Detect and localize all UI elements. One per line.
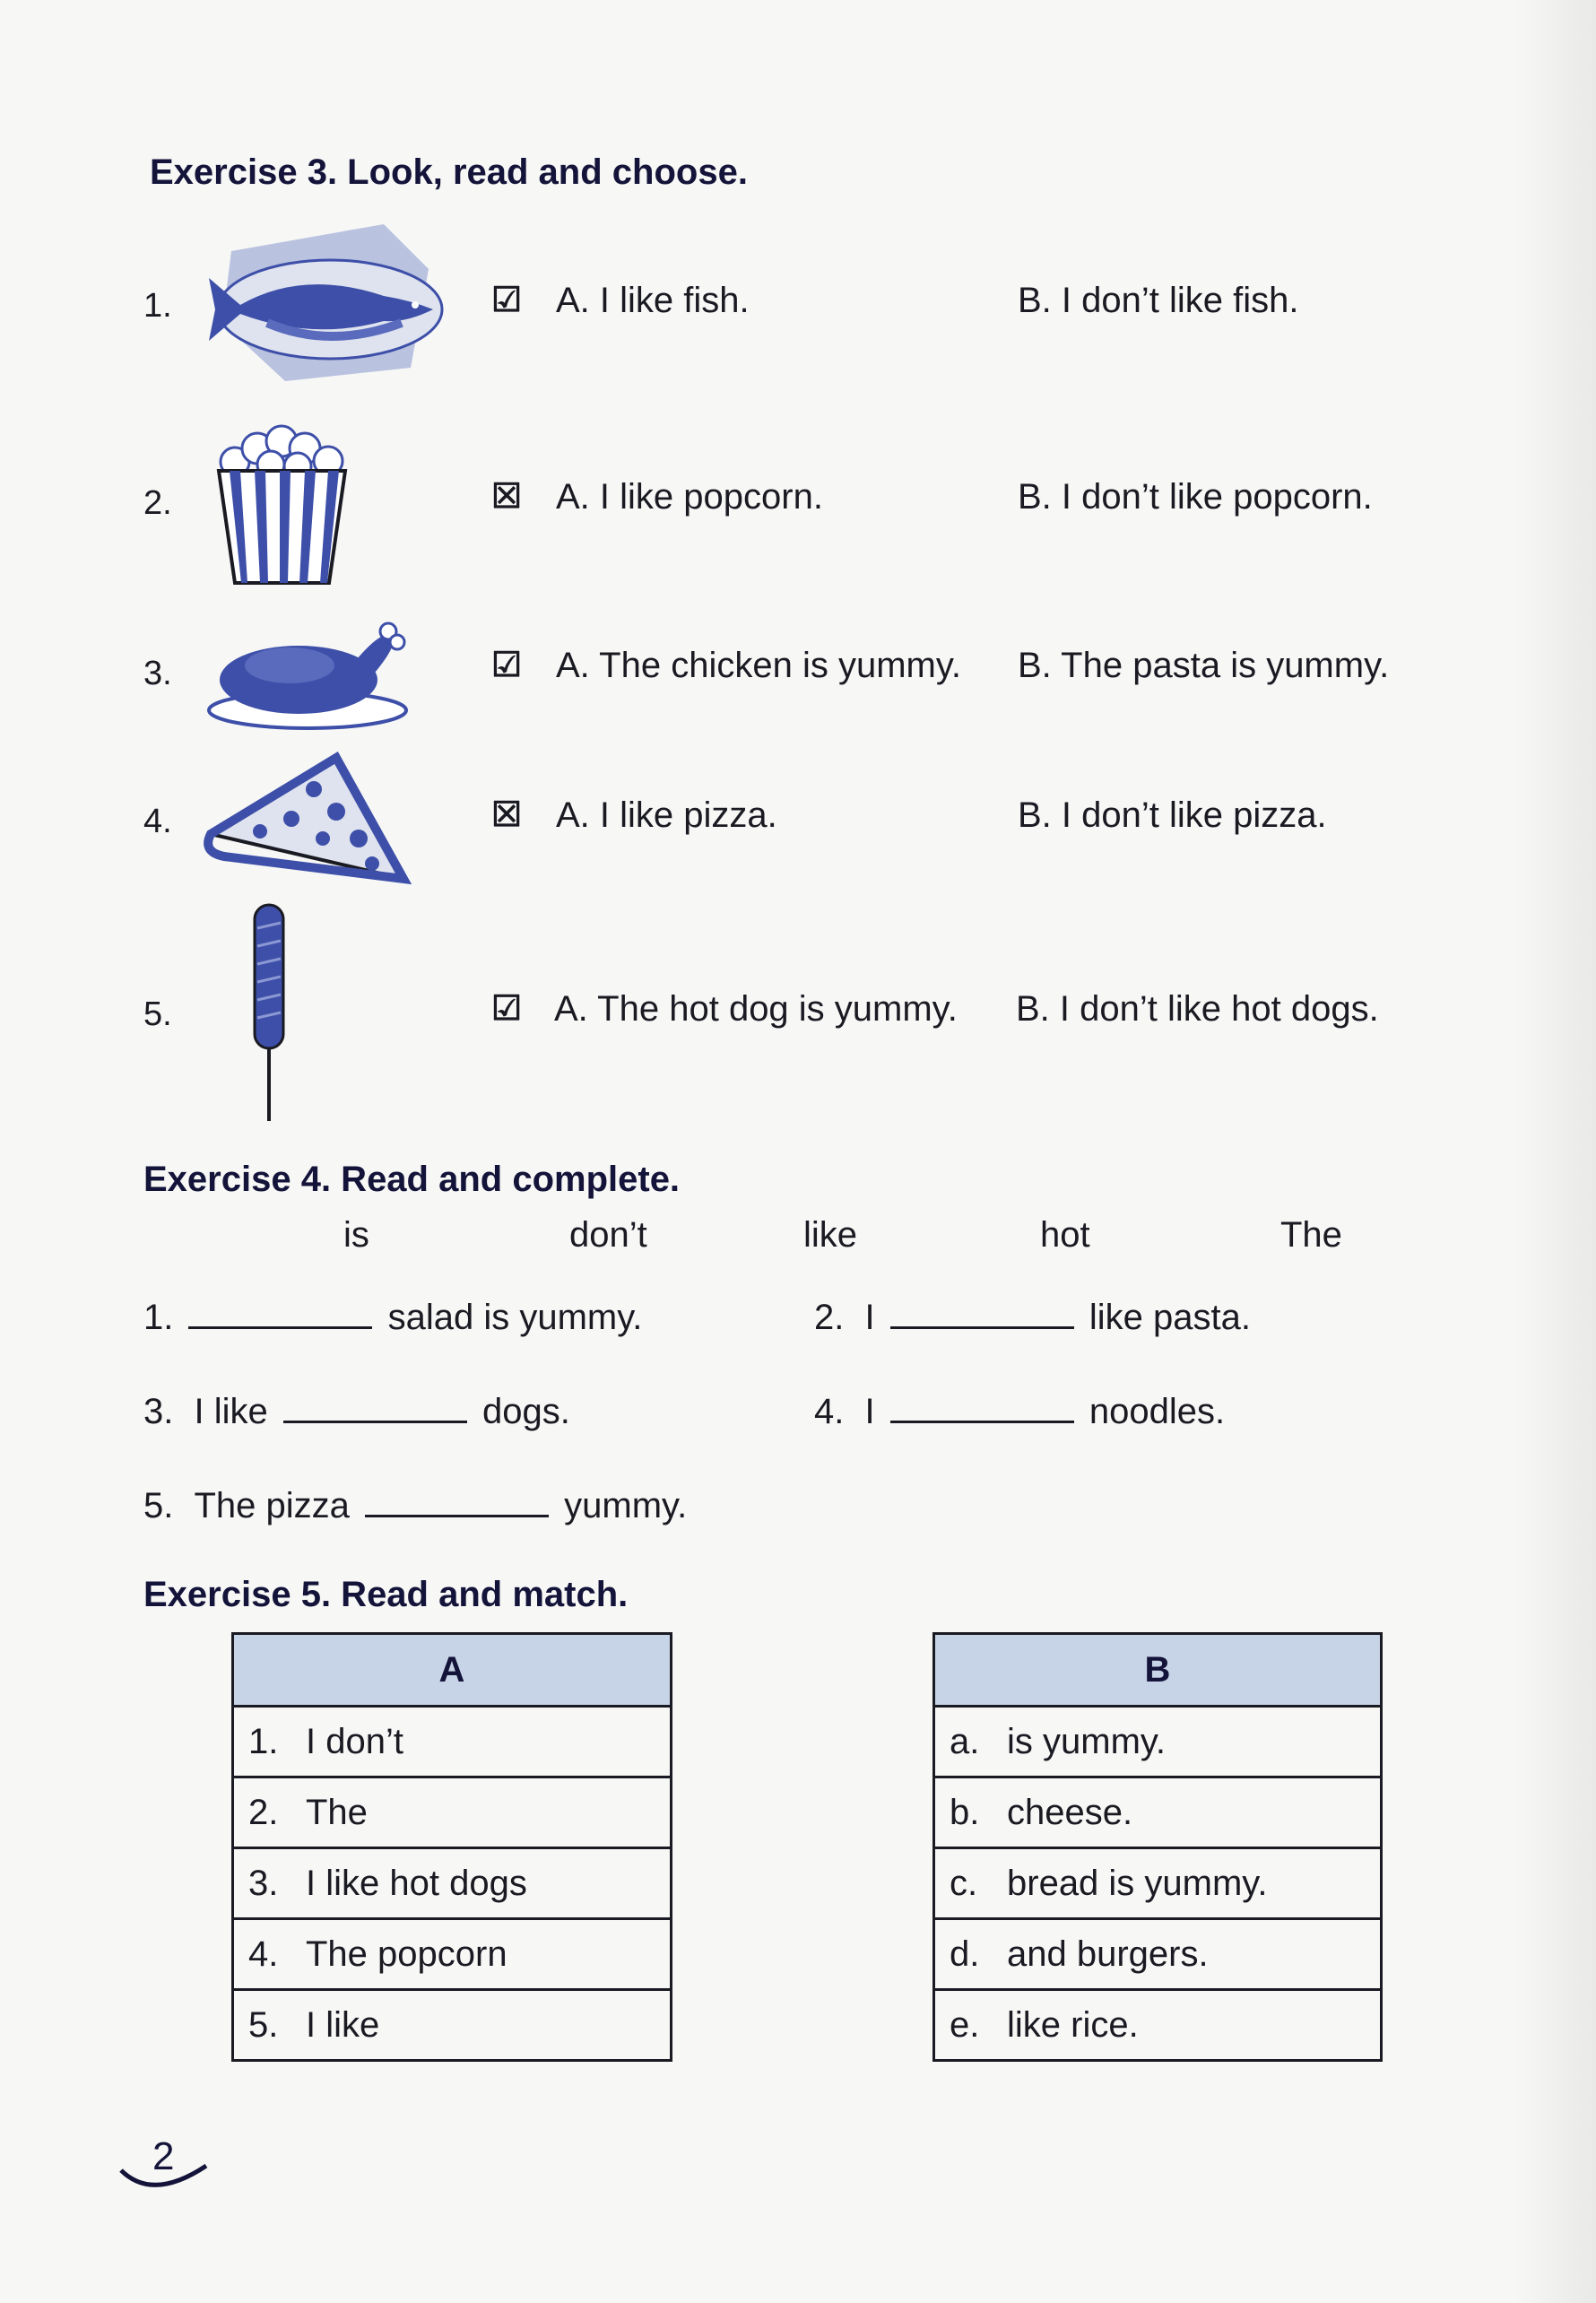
word-bank-item: hot: [1040, 1215, 1090, 1255]
ex3-item-number: 2.: [143, 484, 172, 522]
sentence-number: 1.: [143, 1298, 174, 1337]
row-text: I like: [306, 2004, 380, 2045]
sentence-2: [814, 1298, 1251, 1338]
option-a: A. The hot dog is yummy.: [554, 989, 958, 1029]
option-b: B. The pasta is yummy.: [1018, 646, 1390, 685]
column-b-header: B: [934, 1634, 1382, 1707]
column-a-header: A: [233, 1634, 672, 1707]
ex3-item-number: 5.: [143, 995, 172, 1033]
sentence-3: [143, 1392, 570, 1432]
table-row[interactable]: [934, 1707, 1382, 1777]
sentence-after: like pasta.: [1089, 1298, 1251, 1337]
row-text: like rice.: [1007, 2004, 1139, 2045]
sentence-number: 3.: [143, 1392, 174, 1431]
sentence-number: 4.: [814, 1392, 845, 1431]
row-letter: e.: [950, 2004, 980, 2045]
option-a: A. I like fish.: [556, 281, 750, 320]
answer-blank[interactable]: [365, 1488, 549, 1517]
answer-blank[interactable]: [188, 1299, 372, 1329]
popcorn-icon: [208, 421, 356, 587]
answer-checkbox[interactable]: ☑: [491, 282, 523, 319]
hotdog-icon: [242, 901, 296, 1125]
answer-checkbox[interactable]: ☒: [491, 796, 523, 834]
option-b: B. I don’t like popcorn.: [1018, 477, 1373, 517]
option-a: A. I like pizza.: [556, 795, 777, 835]
table-row[interactable]: [233, 1707, 672, 1777]
match-column-a: [231, 1632, 672, 2062]
sentence-before: I: [864, 1298, 875, 1337]
row-number: 2.: [248, 1792, 279, 1832]
match-column-b: [932, 1632, 1383, 2062]
option-b: B. I don’t like fish.: [1018, 281, 1299, 320]
chicken-icon: [204, 610, 411, 731]
row-text: bread is yummy.: [1007, 1863, 1268, 1903]
page-number-swoosh-icon: [117, 2152, 215, 2197]
row-letter: b.: [950, 1792, 980, 1832]
row-text: cheese.: [1007, 1792, 1133, 1832]
option-b: B. I don’t like pizza.: [1018, 795, 1327, 835]
sentence-number: 5.: [143, 1486, 174, 1525]
sentence-after: noodles.: [1089, 1392, 1226, 1431]
answer-blank[interactable]: [890, 1394, 1074, 1423]
sentence-before: I like: [194, 1392, 268, 1431]
table-row[interactable]: [934, 1848, 1382, 1919]
table-row[interactable]: [934, 1990, 1382, 2061]
exercise-3-heading: Exercise 3. Look, read and choose.: [150, 152, 748, 192]
sentence-number: 2.: [814, 1298, 845, 1337]
page-number: 2: [152, 2134, 175, 2178]
exercise-5-heading: Exercise 5. Read and match.: [143, 1575, 629, 1614]
row-number: 1.: [248, 1721, 279, 1761]
row-text: is yummy.: [1007, 1721, 1167, 1761]
answer-blank[interactable]: [283, 1394, 467, 1423]
exercise-4-heading: Exercise 4. Read and complete.: [143, 1160, 681, 1199]
option-b: B. I don’t like hot dogs.: [1016, 989, 1379, 1029]
table-row[interactable]: [934, 1777, 1382, 1848]
row-letter: d.: [950, 1934, 980, 1974]
sentence-4: [814, 1392, 1225, 1432]
sentence-after: dogs.: [481, 1392, 570, 1431]
table-row[interactable]: [934, 1919, 1382, 1990]
table-row[interactable]: [233, 1848, 672, 1919]
page-edge-shadow: [1515, 0, 1596, 2303]
table-row[interactable]: [233, 1777, 672, 1848]
row-letter: a.: [950, 1721, 980, 1761]
word-bank-item: The: [1280, 1215, 1342, 1255]
sentence-before: I: [864, 1392, 875, 1431]
row-text: and burgers.: [1007, 1934, 1209, 1974]
sentence-5: [143, 1486, 687, 1526]
row-text: The: [306, 1792, 368, 1832]
table-row[interactable]: [233, 1990, 672, 2061]
row-text: I don’t: [306, 1721, 403, 1761]
fish-icon: [204, 215, 447, 386]
ex3-item-number: 1.: [143, 287, 172, 325]
row-letter: c.: [950, 1863, 978, 1903]
answer-checkbox[interactable]: ☑: [491, 990, 523, 1028]
sentence-after: yummy.: [564, 1486, 688, 1525]
row-text: I like hot dogs: [306, 1863, 527, 1903]
answer-checkbox[interactable]: ☑: [491, 647, 523, 684]
pizza-icon: [202, 749, 412, 892]
word-bank-item: like: [803, 1215, 858, 1255]
word-bank-item: don’t: [569, 1215, 647, 1255]
answer-blank[interactable]: [890, 1299, 1074, 1329]
row-number: 5.: [248, 2004, 279, 2045]
word-bank-item: is: [343, 1215, 369, 1255]
table-row[interactable]: [233, 1919, 672, 1990]
sentence-1: [143, 1298, 642, 1338]
answer-checkbox[interactable]: ☒: [491, 478, 523, 516]
row-number: 3.: [248, 1863, 279, 1903]
sentence-before: The pizza: [194, 1486, 350, 1525]
row-number: 4.: [248, 1934, 279, 1974]
ex3-item-number: 3.: [143, 655, 172, 692]
option-a: A. I like popcorn.: [556, 477, 823, 517]
row-text: The popcorn: [306, 1934, 507, 1974]
sentence-after: salad is yummy.: [387, 1298, 643, 1337]
option-a: A. The chicken is yummy.: [556, 646, 961, 685]
ex3-item-number: 4.: [143, 803, 172, 840]
